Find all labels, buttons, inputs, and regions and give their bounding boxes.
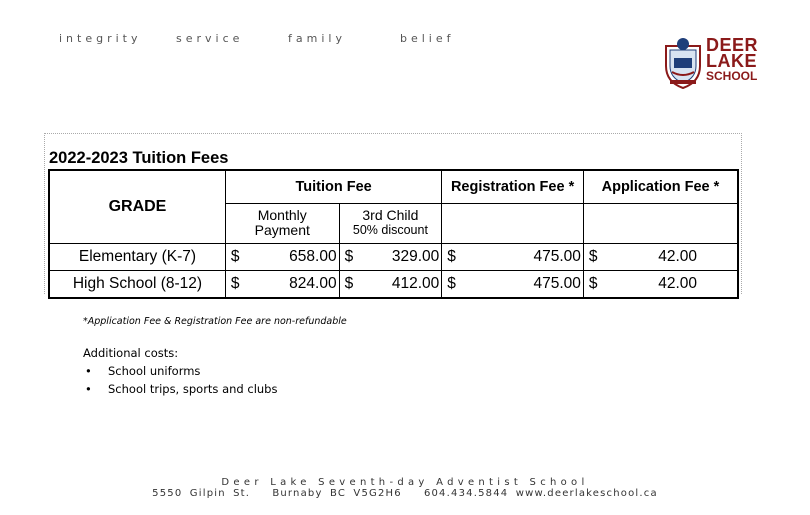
header-monthly-line1: Monthly [257,207,307,223]
list-item-text: School trips, sports and clubs [108,382,278,396]
currency-symbol: $ [230,274,240,292]
grade-cell: Elementary (K-7) [49,243,225,270]
list-item [83,382,277,400]
header-monthly [225,203,339,243]
registration-value: 475.00 [533,247,581,265]
currency-symbol: $ [588,274,598,292]
bullet-icon: • [85,382,92,396]
third-child-value: 329.00 [391,247,440,265]
table-row [49,243,738,270]
logo-line-deer: DEER [706,35,759,55]
registration-value: 475.00 [533,274,581,292]
currency-symbol: $ [344,247,354,265]
header-monthly-line2: Payment [254,222,310,238]
header-application-empty [583,203,738,243]
header-tuition: Tuition Fee [225,170,441,203]
grade-cell: High School (8-12) [49,270,225,298]
tuition-table [48,169,739,299]
footer-contact: 5550 Gilpin St. Burnaby BC V5G2H6 604.434.5844 www.deerlakeschool.ca [152,488,658,499]
bullet-icon: • [85,364,92,378]
header-third-line1: 3rd Child [362,207,419,223]
third-child-cell [339,270,442,298]
logo-line-school: SCHOOL [706,69,758,83]
table-row [49,270,738,298]
additional-costs-list [83,364,277,400]
additional-costs-title: Additional costs: [83,346,179,360]
header-application: Application Fee * [583,170,738,203]
list-item-text: School uniforms [108,364,201,378]
logo-line-lake: LAKE [706,51,757,71]
table-title: 2022-2023 Tuition Fees [49,149,229,167]
refund-note: *Application Fee & Registration Fee are non-refundable [83,316,347,327]
monthly-value: 824.00 [289,274,337,292]
monthly-value: 658.00 [289,247,337,265]
footer-school-name: Deer Lake Seventh-day Adventist School [221,477,589,488]
currency-symbol: $ [588,247,598,265]
motto-word-service: service [176,32,244,45]
header-grade: GRADE [49,170,225,243]
monthly-cell [225,243,339,270]
school-logo [662,36,772,90]
currency-symbol: $ [230,247,240,265]
motto-word-belief: belief [400,32,455,45]
application-value: 42.00 [658,274,697,292]
third-child-cell [339,243,442,270]
motto-word-family: family [288,32,346,45]
application-cell [583,243,738,270]
registration-cell [442,270,584,298]
application-cell [583,270,738,298]
header-registration: Registration Fee * [442,170,584,203]
third-child-value: 412.00 [391,274,440,292]
registration-cell [442,243,584,270]
currency-symbol: $ [447,247,456,265]
currency-symbol: $ [447,274,456,292]
application-value: 42.00 [658,247,697,265]
list-item [83,364,277,382]
monthly-cell [225,270,339,298]
header-third-child [339,203,442,243]
crest-icon [662,36,704,90]
logo-wordmark [706,37,758,83]
header-third-line2: 50% discount [352,223,428,237]
currency-symbol: $ [344,274,354,292]
header-registration-empty [442,203,584,243]
motto-word-integrity: integrity [59,32,142,45]
